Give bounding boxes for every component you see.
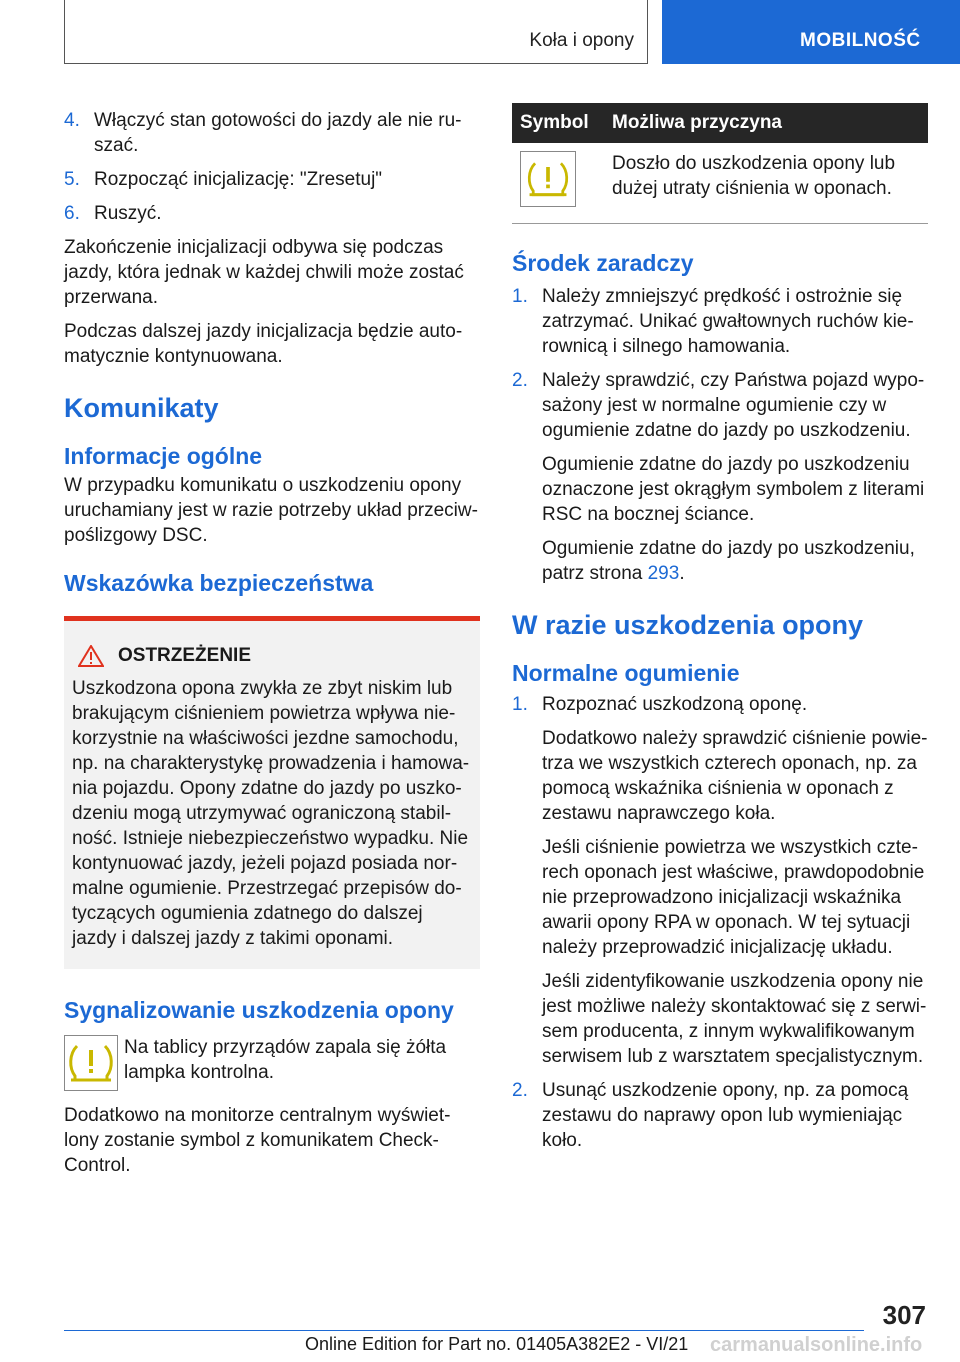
step-text: Należy sprawdzić, czy Państwa pojazd wypo-sażony jest w normalne ogumienie czy w ogumienie zdatne do jazdy po uszkodzeniu. bbox=[542, 370, 925, 441]
page-reference-link[interactable]: 293 bbox=[647, 563, 680, 584]
step-number: 6. bbox=[64, 203, 80, 224]
signal-row bbox=[64, 1035, 480, 1091]
step-number: 1. bbox=[512, 694, 528, 715]
warning-title bbox=[72, 643, 472, 668]
page-number: 307 bbox=[882, 1300, 926, 1330]
list-item bbox=[512, 284, 928, 359]
heading-signal: Sygnalizowanie uszkodzenia opony bbox=[64, 997, 454, 1023]
step-subtext: Jeśli ciśnienie powietrza we wszystkich czte-rech oponach jest właściwe, prawdopodobnie nie przeprowadzono inicjalizacji wskaźnika awarii opony RPA w oponach. W tej sytuacji należy przeprowadzić inicjalizację układu. bbox=[542, 837, 925, 958]
step-text: Usunąć uszkodzenie opony, np. za pomocą zestawu do naprawy opon lub wymieniając koło. bbox=[542, 1080, 909, 1151]
step-text: Ruszyć. bbox=[94, 203, 162, 224]
paragraph: Dodatkowo na monitorze centralnym wyświet-lony zostanie symbol z komunikatem Check-Control. bbox=[64, 1105, 451, 1176]
step-subtext bbox=[542, 536, 928, 586]
warning-title-text: OSTRZEŻENIE bbox=[118, 645, 252, 666]
heading-messages: Komunikaty bbox=[64, 393, 219, 423]
heading-safety: Wskazówka bezpieczeństwa bbox=[64, 570, 374, 596]
left-column bbox=[64, 100, 480, 1178]
tire-pressure-warning-icon bbox=[520, 151, 576, 207]
table-header-cause: Możliwa przyczyna bbox=[604, 103, 928, 143]
chapter-tab[interactable]: MOBILNOŚĆ bbox=[662, 0, 960, 64]
right-column bbox=[512, 103, 928, 1153]
footer-edition: Online Edition for Part no. 01405A382E2 - VI/21 bbox=[305, 1334, 689, 1354]
footer-divider bbox=[64, 1330, 864, 1331]
list-item bbox=[64, 167, 480, 192]
tire-pressure-warning-icon bbox=[64, 1035, 118, 1091]
paragraph: Zakończenie inicjalizacji odbywa się podczas jazdy, która jednak w każdej chwili może zostać przerwana. bbox=[64, 237, 464, 308]
table-cell-cause: Doszło do uszkodzenia opony lub dużej utraty ciśnienia w oponach. bbox=[604, 143, 928, 224]
signal-text: Na tablicy przyrządów zapala się żółta lampka kontrolna. bbox=[124, 1037, 447, 1083]
step-number: 1. bbox=[512, 286, 528, 307]
step-subtext: Dodatkowo należy sprawdzić ciśnienie powie-trza we wszystkich czterech oponach, np. za pomocą wskaźnika ciśnienia w oponach z zestawu naprawczego koła. bbox=[542, 728, 928, 824]
table-header-symbol: Symbol bbox=[512, 103, 604, 143]
paragraph: W przypadku komunikatu o uszkodzeniu opony uruchamiany jest w razie potrzeby układ przeciw-poślizgowy DSC. bbox=[64, 475, 478, 546]
warning-box bbox=[64, 616, 480, 969]
list-item bbox=[512, 368, 928, 586]
list-item bbox=[512, 692, 928, 1069]
heading-remedy: Środek zaradczy bbox=[512, 250, 694, 276]
list-item bbox=[64, 201, 480, 226]
heading-normal-tires: Normalne ogumienie bbox=[512, 660, 740, 686]
step-number: 4. bbox=[64, 110, 80, 131]
symbol-table bbox=[512, 103, 928, 224]
step-subtext: Ogumienie zdatne do jazdy po uszkodzeniu oznaczone jest okrągłym symbolem z literami RSC na bocznej ściance. bbox=[542, 454, 925, 525]
table-header-row bbox=[512, 103, 928, 143]
subtext-prefix: Ogumienie zdatne do jazdy po uszkodzeniu, patrz strona bbox=[542, 538, 915, 584]
subtext-suffix: . bbox=[679, 563, 685, 584]
list-item bbox=[512, 1078, 928, 1153]
step-text: Rozpocząć inicjalizację: "Zresetuj" bbox=[94, 169, 383, 190]
warning-text: Uszkodzona opona zwykła ze zbyt niskim lub brakującym ciśnieniem powietrza wpływa nie-korzystnie na właściwości jezdne samochodu, np. na charakterystykę prowadzenia i hamowa-nia pojazdu. Opony zdatne do jazdy po uszko-dzeniu mogą utrzymywać ograniczoną stabil-ność. Istnieje niebezpieczeństwo wypadku. Nie kontynuować jazdy, jeżeli pojazd posiada nor-malne ogumienie. Przestrzegać przepisów do-tyczących ogumienia zdatnego do dalszej jazdy i dalszej jazdy z takimi oponami. bbox=[72, 678, 470, 949]
heading-general-info: Informacje ogólne bbox=[64, 443, 263, 469]
list-item bbox=[64, 108, 480, 158]
heading-tire-damage: W razie uszkodzenia opony bbox=[512, 610, 864, 640]
step-number: 2. bbox=[512, 370, 528, 391]
step-text: Rozpoznać uszkodzoną oponę. bbox=[542, 694, 808, 715]
step-number: 5. bbox=[64, 169, 80, 190]
step-subtext: Jeśli zidentyfikowanie uszkodzenia opony nie jest możliwe należy skontaktować się z serwi-sem producenta, z innym wykwalifikowanym serwisem lub z warsztatem specjalistycznym. bbox=[542, 971, 927, 1067]
step-text: Należy zmniejszyć prędkość i ostrożnie się zatrzymać. Unikać gwałtownych ruchów kie-rownicą i silnego hamowania. bbox=[542, 286, 914, 357]
section-title: Koła i opony bbox=[529, 30, 634, 51]
watermark: carmanualsonline.info bbox=[710, 1334, 923, 1356]
step-text: Włączyć stan gotowości do jazdy ale nie ru- szać. bbox=[94, 110, 462, 156]
table-cell-symbol bbox=[512, 143, 604, 224]
paragraph: Podczas dalszej jazdy inicjalizacja będzie auto-matycznie kontynuowana. bbox=[64, 321, 463, 367]
step-number: 2. bbox=[512, 1080, 528, 1101]
table-row bbox=[512, 143, 928, 224]
warning-triangle-icon bbox=[78, 645, 104, 667]
